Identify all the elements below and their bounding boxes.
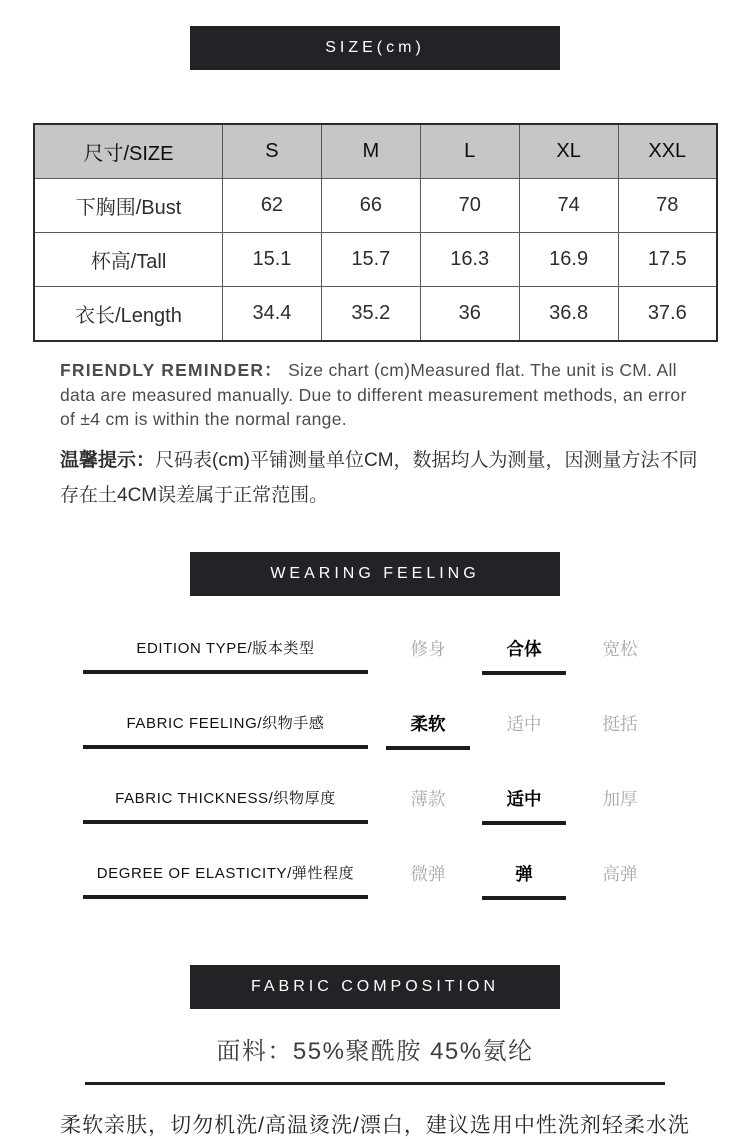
option-label: 挺括 xyxy=(602,713,638,734)
attribute-option xyxy=(572,786,668,825)
size-table-header-cell: S xyxy=(223,124,322,179)
attribute-options xyxy=(380,786,668,825)
attribute-option-selected xyxy=(380,711,476,750)
attribute-row-fabric-thickness xyxy=(0,768,750,843)
option-label: 适中 xyxy=(482,786,566,825)
cell: 74 xyxy=(519,179,618,233)
attribute-options xyxy=(380,636,668,675)
wearing-feeling-banner-label: WEARING FEELING xyxy=(270,564,480,582)
attribute-row-elasticity xyxy=(0,843,750,918)
attribute-label: FABRIC FEELING/织物手感 xyxy=(83,712,368,749)
attribute-option xyxy=(572,861,668,900)
cell: 62 xyxy=(223,179,322,233)
cell: 34.4 xyxy=(223,287,322,342)
attribute-options xyxy=(380,711,668,750)
size-banner xyxy=(190,26,560,70)
attribute-option xyxy=(380,786,476,825)
option-label: 微弹 xyxy=(410,863,446,884)
friendly-reminder-en xyxy=(60,358,692,432)
size-table-header-cell: 尺寸/SIZE xyxy=(34,124,223,179)
size-table-header-row xyxy=(34,124,717,179)
attribute-row-fabric-feeling xyxy=(0,693,750,768)
friendly-reminder-en-text: Size chart (cm)Measured flat. The unit is CM. All data are measured manually. Due to different measurement methods, an error of ±4 cm is within the normal range. xyxy=(60,360,687,429)
cell: 36 xyxy=(420,287,519,342)
wearing-feeling-rows xyxy=(0,618,750,918)
cell: 16.9 xyxy=(519,233,618,287)
attribute-label: EDITION TYPE/版本类型 xyxy=(83,637,368,674)
attribute-option xyxy=(572,636,668,675)
attribute-row-edition-type xyxy=(0,618,750,693)
cell: 36.8 xyxy=(519,287,618,342)
attribute-options xyxy=(380,861,668,900)
cell: 78 xyxy=(618,179,717,233)
attribute-option xyxy=(380,636,476,675)
option-label: 高弹 xyxy=(602,863,638,884)
size-table-header-cell: L xyxy=(420,124,519,179)
row-label: 下胸围/Bust xyxy=(34,179,223,233)
attribute-option xyxy=(476,711,572,750)
attribute-option-selected xyxy=(476,861,572,900)
attribute-label: DEGREE OF ELASTICITY/弹性程度 xyxy=(83,862,368,899)
option-label: 薄款 xyxy=(410,788,446,809)
cell: 66 xyxy=(321,179,420,233)
row-label: 衣长/Length xyxy=(34,287,223,342)
fabric-composition-banner xyxy=(190,965,560,1009)
attribute-label: FABRIC THICKNESS/织物厚度 xyxy=(83,787,368,824)
option-label: 柔软 xyxy=(386,711,470,750)
size-table-header-cell: M xyxy=(321,124,420,179)
option-label: 修身 xyxy=(410,638,446,659)
cell: 15.7 xyxy=(321,233,420,287)
attribute-option xyxy=(572,711,668,750)
option-label: 合体 xyxy=(482,636,566,675)
size-table-header-cell: XL xyxy=(519,124,618,179)
table-row xyxy=(34,233,717,287)
table-row xyxy=(34,287,717,342)
attribute-option xyxy=(380,861,476,900)
size-table-header-cell: XXL xyxy=(618,124,717,179)
friendly-reminder-zh xyxy=(60,443,700,513)
wearing-feeling-banner xyxy=(190,552,560,596)
option-label: 宽松 xyxy=(602,638,638,659)
attribute-option-selected xyxy=(476,636,572,675)
option-label: 加厚 xyxy=(602,788,638,809)
cell: 70 xyxy=(420,179,519,233)
cell: 15.1 xyxy=(223,233,322,287)
size-table xyxy=(33,123,718,342)
friendly-reminder-en-label: FRIENDLY REMINDER： xyxy=(60,360,283,380)
size-banner-label: SIZE(cm) xyxy=(325,39,425,56)
cell: 37.6 xyxy=(618,287,717,342)
care-instructions: 柔软亲肤，切勿机洗/高温烫洗/漂白，建议选用中性洗剂轻柔水洗 xyxy=(60,1113,690,1137)
cell: 16.3 xyxy=(420,233,519,287)
option-label: 弹 xyxy=(482,861,566,900)
cell: 35.2 xyxy=(321,287,420,342)
table-row xyxy=(34,179,717,233)
divider xyxy=(85,1082,665,1085)
attribute-option-selected xyxy=(476,786,572,825)
friendly-reminder-zh-text: 尺码表(cm)平铺测量单位CM，数据均人为测量，因测量方法不同存在土4CM误差属于正常范围。 xyxy=(60,449,698,506)
fabric-composition-banner-label: FABRIC COMPOSITION xyxy=(250,977,499,995)
cell: 17.5 xyxy=(618,233,717,287)
friendly-reminder-zh-label: 温馨提示： xyxy=(60,449,156,471)
fabric-composition-text: 面料：55%聚酰胺 45%氨纶 xyxy=(216,1037,534,1065)
option-label: 适中 xyxy=(506,713,542,734)
row-label: 杯高/Tall xyxy=(34,233,223,287)
